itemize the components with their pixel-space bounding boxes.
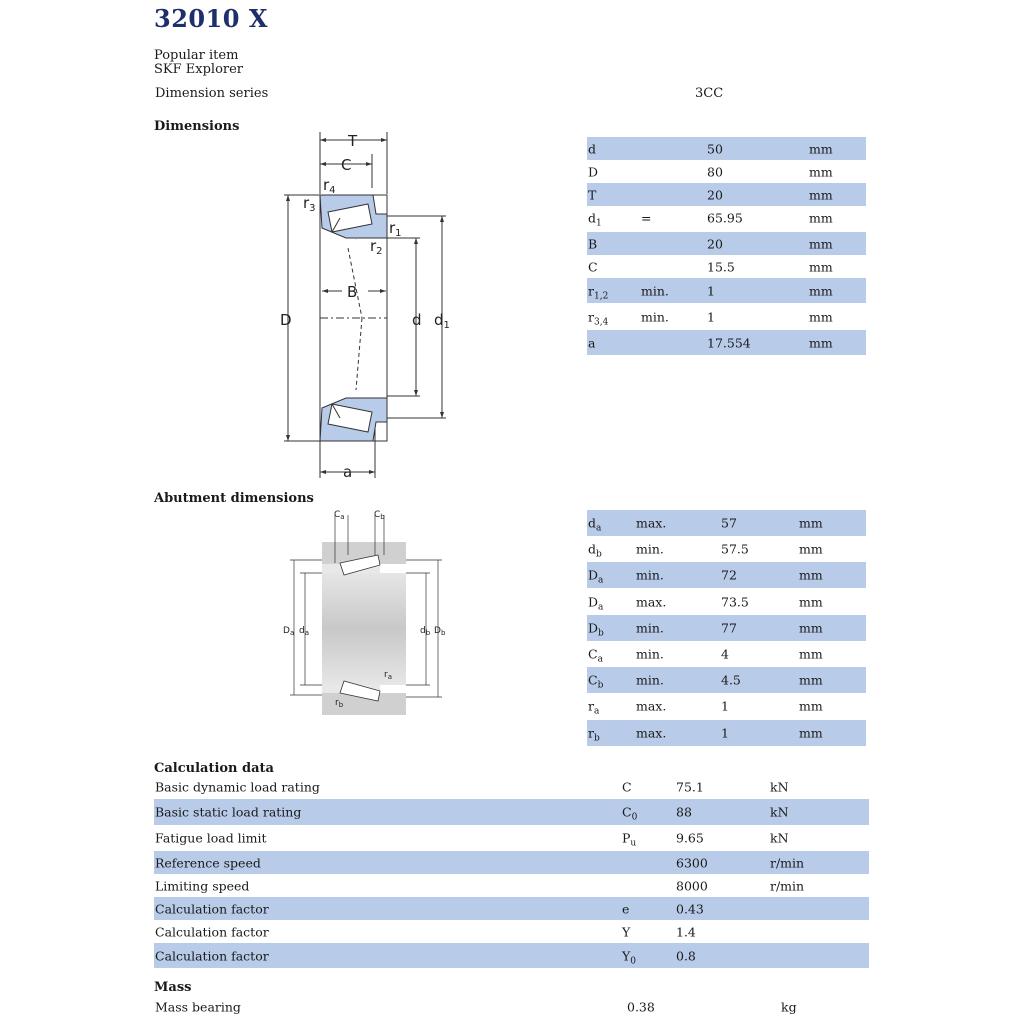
dimension-unit: mm <box>809 335 833 350</box>
dimension-symbol <box>588 236 597 251</box>
calculation-row <box>154 874 869 897</box>
calculation-heading: Calculation data <box>154 761 274 776</box>
bearing-dimension-drawing <box>270 128 460 483</box>
dimension-symbol-sub: 1 <box>596 218 602 228</box>
abutment-symbol <box>588 646 603 665</box>
calculation-value: 88 <box>676 804 692 820</box>
calculation-symbol <box>622 948 636 966</box>
mass-row <box>154 995 869 1018</box>
dimension-unit: mm <box>809 210 833 225</box>
mass-label: Mass bearing <box>155 999 241 1014</box>
abutment-symbol-base: C <box>588 646 598 662</box>
abutment-unit: mm <box>799 672 823 688</box>
label-db: $d_b$ <box>420 626 431 637</box>
calculation-row <box>154 825 869 851</box>
dimension-row <box>587 255 866 278</box>
label-Ca: $C_a$ <box>334 510 345 521</box>
dimension-symbol-base: r <box>588 283 594 298</box>
calculation-symbol <box>622 780 632 795</box>
abutment-unit: mm <box>799 646 823 662</box>
dimension-row <box>587 330 866 355</box>
abutment-row <box>587 693 866 719</box>
calculation-label: Calculation factor <box>155 924 269 939</box>
dimension-value: 1 <box>707 309 715 324</box>
abutment-row <box>587 536 866 562</box>
calculation-label: Fatigue load limit <box>155 830 267 846</box>
abutment-unit: mm <box>799 515 823 531</box>
calculation-value: 8000 <box>676 878 708 893</box>
label-D: D <box>280 311 292 329</box>
calculation-symbol-base: P <box>622 830 631 846</box>
dimension-symbol-sub: 3,4 <box>593 317 609 327</box>
calculation-label: Reference speed <box>155 855 261 870</box>
calculation-symbol-base: Y <box>622 924 631 939</box>
tag-popular-item: Popular item <box>154 48 239 63</box>
abutment-value: 57 <box>721 515 737 531</box>
dimension-value: 20 <box>707 187 723 202</box>
dimension-row <box>587 137 866 160</box>
calculation-symbol-base: C <box>622 779 632 795</box>
abutment-unit: mm <box>799 567 823 583</box>
abutment-unit: mm <box>799 620 823 636</box>
abutment-row <box>587 720 866 746</box>
label-Db: $D_b$ <box>434 626 446 637</box>
dimension-symbol-base: a <box>588 335 596 350</box>
abutment-row <box>587 615 866 641</box>
calculation-value: 0.8 <box>676 948 696 963</box>
abutment-qualifier: min. <box>636 567 664 583</box>
abutment-row <box>587 562 866 588</box>
label-da: $d_a$ <box>299 626 310 637</box>
dimension-row <box>587 232 866 255</box>
abutment-symbol-sub: a <box>596 523 602 534</box>
dimension-symbol-base: C <box>588 259 598 274</box>
abutment-row <box>587 589 866 615</box>
calculation-unit: r/min <box>770 855 805 870</box>
abutment-row <box>587 510 866 536</box>
label-B: B <box>347 283 358 301</box>
dimension-value: 15.5 <box>707 259 735 274</box>
dimension-qualifier: = <box>641 210 652 225</box>
dimension-symbol <box>588 141 596 156</box>
abutment-qualifier: max. <box>636 698 667 714</box>
abutment-unit: mm <box>799 594 823 610</box>
abutment-qualifier: min. <box>636 672 664 688</box>
abutment-symbol-sub: b <box>596 549 602 560</box>
calculation-row <box>154 920 869 943</box>
label-rb: $r_b$ <box>335 698 344 709</box>
dimension-unit: mm <box>809 187 833 202</box>
dimension-value: 17.554 <box>707 335 751 350</box>
abutment-value: 4 <box>721 646 729 662</box>
abutment-row <box>587 641 866 667</box>
dimension-series-value: 3CC <box>695 86 724 101</box>
calculation-symbol-sub: 0 <box>631 812 638 823</box>
dimension-value: 50 <box>707 141 723 156</box>
calculation-label: Limiting speed <box>155 878 250 893</box>
abutment-symbol-base: d <box>588 541 597 557</box>
dimension-row <box>587 304 866 329</box>
calculation-row <box>154 776 869 798</box>
dimension-symbol-base: D <box>588 164 599 179</box>
label-Da: $D_a$ <box>283 626 295 637</box>
abutment-symbol-base: r <box>588 698 594 714</box>
abutment-value: 4.5 <box>721 672 741 688</box>
abutment-symbol <box>588 567 604 586</box>
abutment-qualifier: max. <box>636 515 667 531</box>
dimension-unit: mm <box>809 141 833 156</box>
mass-heading: Mass <box>154 980 192 995</box>
abutment-symbol-sub: a <box>593 706 600 717</box>
calculation-row <box>154 897 869 920</box>
dimension-value: 1 <box>707 283 715 298</box>
calculation-unit: kN <box>770 830 789 846</box>
calculation-symbol <box>622 830 637 849</box>
mass-value: 0.38 <box>627 999 655 1014</box>
calculation-value: 6300 <box>676 855 708 870</box>
label-d1: $d_1$ <box>434 311 450 331</box>
abutment-unit: mm <box>799 698 823 714</box>
abutment-value: 1 <box>721 698 729 714</box>
calculation-symbol-base: e <box>622 901 630 916</box>
abutment-symbol <box>588 672 604 691</box>
abutment-qualifier: min. <box>636 620 664 636</box>
dimension-unit: mm <box>809 236 833 251</box>
dimension-row <box>587 160 866 183</box>
dimension-row <box>587 278 866 303</box>
label-d: d <box>412 311 422 329</box>
calculation-row <box>154 943 869 968</box>
calculation-value: 0.43 <box>676 901 704 916</box>
abutment-value: 73.5 <box>721 594 749 610</box>
calculation-value: 9.65 <box>676 830 704 846</box>
label-T: T <box>348 132 358 150</box>
label-r1: $r_1$ <box>389 219 402 239</box>
dimension-symbol-base: d <box>588 210 597 225</box>
dimension-unit: mm <box>809 259 833 274</box>
calculation-symbol-sub: 0 <box>630 956 636 966</box>
calculation-row <box>154 851 869 874</box>
abutment-symbol-base: D <box>588 567 599 583</box>
abutment-symbol <box>588 515 602 534</box>
abutment-value: 77 <box>721 620 737 636</box>
abutment-symbol-sub: b <box>593 733 600 744</box>
calculation-symbol <box>622 901 629 916</box>
abutment-unit: mm <box>799 725 823 741</box>
dimension-symbol-sub: 1,2 <box>593 291 609 301</box>
dimension-symbol-base: T <box>588 187 597 202</box>
abutment-value: 72 <box>721 567 737 583</box>
dimension-row <box>587 206 866 229</box>
calculation-label: Basic dynamic load rating <box>155 779 320 795</box>
calculation-row <box>154 799 869 825</box>
dimension-value: 80 <box>707 164 723 179</box>
calculation-symbol-base: Y <box>622 948 631 963</box>
mass-unit: kg <box>781 999 797 1014</box>
dimension-row <box>587 183 866 206</box>
dimension-value: 20 <box>707 236 723 251</box>
abutment-unit: mm <box>799 541 823 557</box>
abutment-symbol <box>588 594 604 613</box>
abutment-symbol <box>588 725 600 744</box>
abutment-qualifier: min. <box>636 541 664 557</box>
abutment-symbol <box>588 620 604 639</box>
dimension-qualifier: min. <box>641 309 669 324</box>
abutment-symbol <box>588 541 602 560</box>
calculation-value: 1.4 <box>676 924 696 939</box>
dimension-value: 65.95 <box>707 210 743 225</box>
abutment-symbol-base: C <box>588 672 598 688</box>
calculation-label: Calculation factor <box>155 901 269 916</box>
dimension-symbol <box>588 210 602 228</box>
dimension-unit: mm <box>809 309 833 324</box>
label-r4: $r_4$ <box>323 176 336 196</box>
label-ra: $r_a$ <box>384 670 392 681</box>
dimension-qualifier: min. <box>641 283 669 298</box>
dimension-symbol <box>588 283 609 301</box>
abutment-row <box>587 667 866 693</box>
calculation-unit: r/min <box>770 878 805 893</box>
abutment-heading: Abutment dimensions <box>154 491 314 506</box>
dimension-symbol-base: r <box>588 309 594 324</box>
abutment-value: 1 <box>721 725 729 741</box>
calculation-symbol <box>622 804 638 823</box>
abutment-symbol-sub: b <box>598 628 604 639</box>
dimension-series-label: Dimension series <box>155 86 269 101</box>
calculation-value: 75.1 <box>676 779 704 795</box>
dimension-symbol <box>588 309 609 327</box>
abutment-symbol <box>588 698 600 717</box>
dimension-symbol <box>588 335 595 350</box>
abutment-qualifier: min. <box>636 646 664 662</box>
abutment-symbol-base: D <box>588 620 599 636</box>
abutment-symbol-sub: b <box>597 680 604 691</box>
abutment-symbol-base: d <box>588 515 597 531</box>
abutment-value: 57.5 <box>721 541 749 557</box>
calculation-symbol <box>622 924 630 939</box>
calculation-symbol-sub: u <box>630 838 637 849</box>
abutment-symbol-base: r <box>588 725 594 741</box>
label-C: C <box>341 156 352 174</box>
dimension-unit: mm <box>809 283 833 298</box>
calculation-unit: kN <box>770 804 789 820</box>
abutment-symbol-sub: a <box>597 654 603 665</box>
abutment-qualifier: max. <box>636 594 667 610</box>
page-title: 32010 X <box>154 4 268 33</box>
label-Cb: $C_b$ <box>374 510 385 521</box>
calculation-label: Basic static load rating <box>155 804 302 820</box>
tag-skf-explorer: SKF Explorer <box>154 62 244 77</box>
dimension-symbol-base: B <box>588 236 598 251</box>
label-r2: $r_2$ <box>370 237 383 257</box>
abutment-dimension-drawing <box>280 505 450 720</box>
label-r3: $r_3$ <box>303 194 316 214</box>
dimension-symbol <box>588 259 598 274</box>
dimension-unit: mm <box>809 164 833 179</box>
dimensions-heading: Dimensions <box>154 119 240 134</box>
calculation-unit: kN <box>770 779 789 795</box>
label-a: a <box>343 463 353 481</box>
dimension-symbol-base: d <box>588 141 597 156</box>
calculation-symbol-base: C <box>622 804 632 820</box>
calculation-label: Calculation factor <box>155 948 269 963</box>
abutment-qualifier: max. <box>636 725 667 741</box>
dimension-symbol <box>588 187 596 202</box>
dimension-symbol <box>588 164 598 179</box>
abutment-symbol-sub: a <box>598 602 604 613</box>
abutment-symbol-sub: a <box>598 575 604 586</box>
abutment-symbol-base: D <box>588 594 599 610</box>
